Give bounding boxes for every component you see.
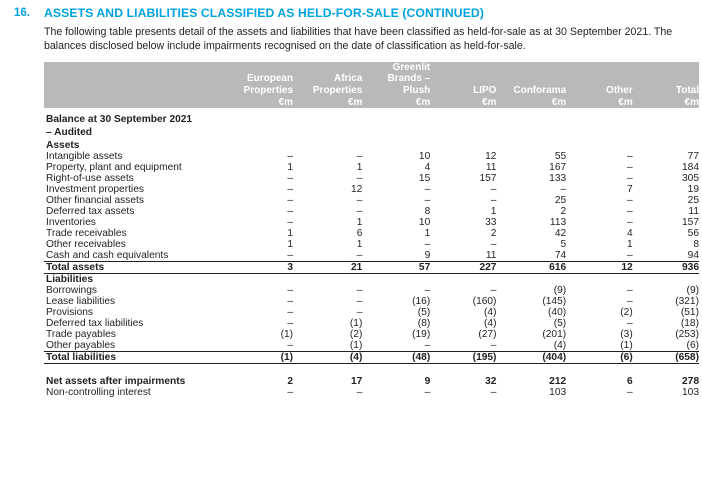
row-value: 17 xyxy=(351,376,363,388)
row-value: – xyxy=(424,340,431,352)
column-header-unit: €m xyxy=(415,96,431,108)
row-value: – xyxy=(287,250,294,262)
column-header-unit: €m xyxy=(551,96,567,108)
table-row-non-controlling-interest xyxy=(44,387,699,398)
row-value: (658) xyxy=(633,352,699,364)
row-value: 9 xyxy=(424,250,431,262)
balance-heading-line-1: Balance at 30 September 2021 xyxy=(46,113,193,125)
row-value: – xyxy=(356,250,363,262)
row-value: (9) xyxy=(553,285,567,297)
row-label: Borrowings xyxy=(46,285,97,297)
table-row xyxy=(44,217,699,228)
row-value: 57 xyxy=(362,262,430,274)
row-value: 3 xyxy=(224,262,293,274)
row-value: (4) xyxy=(484,307,497,319)
row-value: (160) xyxy=(472,296,497,308)
row-value: – xyxy=(356,307,363,319)
row-value: 12 xyxy=(351,184,363,196)
note-intro-paragraph: The following table presents detail of the assets and liabilities that have been classified as held-for-sale as at 30 September 2021. The balances disclosed below include impairments recognised on the date of classification as held-for-sale. xyxy=(44,26,673,53)
row-value: (1) xyxy=(349,340,363,352)
table-row-liabilities-heading xyxy=(44,274,699,286)
row-label: Provisions xyxy=(46,307,93,319)
row-value: – xyxy=(356,195,363,207)
row-label: Other payables xyxy=(46,340,116,352)
column-header-european-properties xyxy=(224,62,293,108)
row-value: (51) xyxy=(680,307,699,319)
table-row-balance-heading xyxy=(44,108,699,141)
row-value: – xyxy=(560,184,567,196)
row-value: 2 xyxy=(560,206,567,218)
row-value: 157 xyxy=(479,173,497,185)
row-value: 305 xyxy=(682,173,699,185)
balance-heading-cell xyxy=(44,108,699,141)
note-number: 16. xyxy=(14,7,30,19)
table-row-assets-heading xyxy=(44,140,699,151)
row-value: – xyxy=(287,173,294,185)
row-label: Other receivables xyxy=(46,239,126,251)
row-value: 1 xyxy=(424,228,431,240)
column-header-other xyxy=(566,62,633,108)
row-value: 184 xyxy=(682,162,699,174)
header-label-spacer xyxy=(44,62,224,108)
row-value: (4) xyxy=(484,318,497,330)
row-value: – xyxy=(287,307,294,319)
row-value: – xyxy=(627,318,633,330)
row-value: (5) xyxy=(417,307,431,319)
table-body xyxy=(44,108,699,399)
column-header-name: European Properties xyxy=(243,73,294,96)
row-value: – xyxy=(287,151,294,163)
row-value: 12 xyxy=(566,262,633,274)
row-value: 2 xyxy=(287,376,294,388)
row-value: 7 xyxy=(627,184,633,196)
row-value: 167 xyxy=(549,162,567,174)
assets-heading: Assets xyxy=(46,140,80,152)
row-value: 74 xyxy=(554,250,567,262)
table-row xyxy=(44,151,699,162)
row-value: (4) xyxy=(553,340,567,352)
row-value: 12 xyxy=(485,151,497,163)
row-value: – xyxy=(287,318,294,330)
row-value: 103 xyxy=(682,387,699,399)
row-value: (1) xyxy=(620,340,633,352)
row-value: 4 xyxy=(627,228,633,240)
table-row-spacer xyxy=(44,364,699,372)
row-value: 8 xyxy=(693,239,699,251)
row-value: (4) xyxy=(293,352,362,364)
table-row xyxy=(44,228,699,239)
row-value: – xyxy=(287,206,294,218)
row-value: 936 xyxy=(633,262,699,274)
row-value: (5) xyxy=(553,318,567,330)
row-value: 56 xyxy=(687,228,699,240)
column-header-unit: €m xyxy=(684,96,699,108)
row-value: – xyxy=(627,151,633,163)
column-header-name: Africa Properties xyxy=(312,73,363,96)
row-value: – xyxy=(627,285,633,297)
row-value: 10 xyxy=(418,151,431,163)
row-label: Right-of-use assets xyxy=(46,173,134,185)
table-row xyxy=(44,296,699,307)
row-value: (40) xyxy=(548,307,567,319)
row-value: 11 xyxy=(485,250,497,262)
row-value: 227 xyxy=(430,262,496,274)
row-value: 616 xyxy=(496,262,566,274)
row-label: Deferred tax liabilities xyxy=(46,318,144,330)
row-value: 1 xyxy=(627,239,633,251)
row-value: (1) xyxy=(349,318,363,330)
row-value: (9) xyxy=(686,285,699,297)
row-value: – xyxy=(627,173,633,185)
row-value: 1 xyxy=(490,206,497,218)
row-label: Inventories xyxy=(46,217,96,229)
row-label: Trade payables xyxy=(46,329,116,341)
row-value: 6 xyxy=(627,376,633,388)
row-value: – xyxy=(490,184,497,196)
table-row xyxy=(44,162,699,173)
row-value: – xyxy=(356,206,363,218)
column-header-lipo xyxy=(430,62,496,108)
row-label: Deferred tax assets xyxy=(46,206,135,218)
row-value: 6 xyxy=(356,228,363,240)
row-value: – xyxy=(424,387,431,399)
row-value: 11 xyxy=(688,206,699,218)
row-value: 19 xyxy=(687,184,699,196)
row-value: (201) xyxy=(542,329,567,341)
row-value: – xyxy=(424,195,431,207)
column-header-total xyxy=(633,62,699,108)
row-label: Other financial assets xyxy=(46,195,144,207)
table-row xyxy=(44,206,699,217)
row-value: – xyxy=(627,206,633,218)
row-value: 15 xyxy=(418,173,431,185)
column-header-africa-properties xyxy=(293,62,362,108)
row-value: 9 xyxy=(424,376,431,388)
table-row-net-assets xyxy=(44,371,699,387)
row-value: – xyxy=(627,387,633,399)
table-row xyxy=(44,173,699,184)
row-value: (18) xyxy=(680,318,699,330)
row-value: 42 xyxy=(554,228,567,240)
note-heading xyxy=(14,6,688,20)
row-value: (1) xyxy=(224,352,293,364)
row-value: – xyxy=(627,195,633,207)
row-value: – xyxy=(356,285,363,297)
table-row xyxy=(44,250,699,262)
row-value: – xyxy=(287,296,294,308)
row-value: – xyxy=(490,195,497,207)
table-row xyxy=(44,329,699,340)
row-value: (321) xyxy=(675,296,699,308)
row-value: 1 xyxy=(356,217,363,229)
row-value: – xyxy=(490,285,497,297)
column-header-name: Other xyxy=(606,84,633,96)
row-value: (2) xyxy=(349,329,363,341)
row-value: (2) xyxy=(620,307,633,319)
row-value: 1 xyxy=(287,239,294,251)
row-value: (19) xyxy=(412,329,431,341)
row-value: 212 xyxy=(549,376,567,388)
liabilities-heading: Liabilities xyxy=(46,274,93,286)
row-value: 1 xyxy=(287,228,294,240)
row-value: 1 xyxy=(356,162,363,174)
row-value: – xyxy=(424,184,431,196)
table-row xyxy=(44,307,699,318)
row-label: Total liabilities xyxy=(44,352,224,364)
table-row xyxy=(44,195,699,206)
table-header-row xyxy=(44,62,699,108)
column-header-name: LIPO xyxy=(473,84,497,96)
row-value: 133 xyxy=(549,173,567,185)
row-value: – xyxy=(490,239,497,251)
row-value: – xyxy=(627,296,633,308)
row-value: – xyxy=(490,340,497,352)
row-value: 8 xyxy=(424,206,431,218)
row-value: 21 xyxy=(293,262,362,274)
row-label: Non-controlling interest xyxy=(46,387,151,399)
row-value: (8) xyxy=(417,318,431,330)
row-value: – xyxy=(424,285,431,297)
row-value: (27) xyxy=(478,329,497,341)
row-value: 11 xyxy=(485,162,497,174)
row-value: 55 xyxy=(554,151,567,163)
column-header-conforama xyxy=(496,62,566,108)
row-value: 1 xyxy=(287,162,294,174)
row-value: – xyxy=(356,173,363,185)
row-value: – xyxy=(287,217,294,229)
row-value: – xyxy=(287,285,294,297)
row-value: – xyxy=(356,387,363,399)
column-header-greenlit-brands-plush xyxy=(362,62,430,108)
table-row xyxy=(44,239,699,250)
table-row xyxy=(44,285,699,296)
row-value: 25 xyxy=(554,195,567,207)
row-value: – xyxy=(627,217,633,229)
column-header-unit: €m xyxy=(482,96,497,108)
row-label: Trade receivables xyxy=(46,228,127,240)
row-value: 5 xyxy=(560,239,567,251)
row-label: Total assets xyxy=(44,262,224,274)
row-value: 77 xyxy=(687,151,699,163)
column-header-name: Conforama xyxy=(513,84,567,96)
row-value: 113 xyxy=(549,217,567,229)
row-label: Net assets after impairments xyxy=(46,376,186,388)
row-value: (1) xyxy=(280,329,294,341)
row-value: (253) xyxy=(675,329,699,341)
row-value: – xyxy=(287,195,294,207)
row-value: 10 xyxy=(418,217,431,229)
row-value: (404) xyxy=(496,352,566,364)
row-value: – xyxy=(490,387,497,399)
row-value: 278 xyxy=(682,376,699,388)
row-value: (3) xyxy=(620,329,633,341)
row-value: – xyxy=(356,151,363,163)
row-value: – xyxy=(424,239,431,251)
row-label: Cash and cash equivalents xyxy=(46,250,169,262)
column-header-unit: €m xyxy=(347,96,363,108)
column-header-name: Greenlit Brands – Plush xyxy=(387,62,431,96)
row-value: 25 xyxy=(687,195,699,207)
row-value: – xyxy=(627,162,633,174)
row-value: 2 xyxy=(490,228,497,240)
table-row-total-liabilities xyxy=(44,352,699,364)
table-row-total-assets xyxy=(44,262,699,274)
row-value: – xyxy=(287,184,294,196)
row-label: Lease liabilities xyxy=(46,296,116,308)
row-label: Investment properties xyxy=(46,184,144,196)
row-value: – xyxy=(627,250,633,262)
row-value: 103 xyxy=(549,387,567,399)
row-value: 1 xyxy=(356,239,363,251)
row-value: 4 xyxy=(424,162,431,174)
column-header-unit: €m xyxy=(278,96,294,108)
row-value: 157 xyxy=(682,217,699,229)
row-value: (48) xyxy=(362,352,430,364)
row-value: 94 xyxy=(687,250,699,262)
spacer-cell xyxy=(44,364,699,372)
table-row xyxy=(44,184,699,195)
column-header-unit: €m xyxy=(618,96,633,108)
row-value: – xyxy=(287,340,294,352)
note-title: ASSETS AND LIABILITIES CLASSIFIED AS HELD-FOR-SALE (CONTINUED) xyxy=(44,6,484,20)
row-value: (6) xyxy=(566,352,633,364)
row-value: (16) xyxy=(412,296,431,308)
row-value: – xyxy=(356,296,363,308)
table-header xyxy=(44,62,699,108)
table-row xyxy=(44,318,699,329)
column-header-name: Total xyxy=(675,84,699,96)
table-row xyxy=(44,340,699,352)
row-value: 32 xyxy=(485,376,497,388)
row-label: Property, plant and equipment xyxy=(46,162,182,174)
row-value: (195) xyxy=(430,352,496,364)
row-value: – xyxy=(287,387,294,399)
row-label: Intangible assets xyxy=(46,151,123,163)
row-value: (6) xyxy=(686,340,699,352)
held-for-sale-table xyxy=(44,62,699,398)
row-value: (145) xyxy=(542,296,567,308)
row-value: 33 xyxy=(485,217,497,229)
balance-heading-line-2: – Audited xyxy=(46,126,93,138)
